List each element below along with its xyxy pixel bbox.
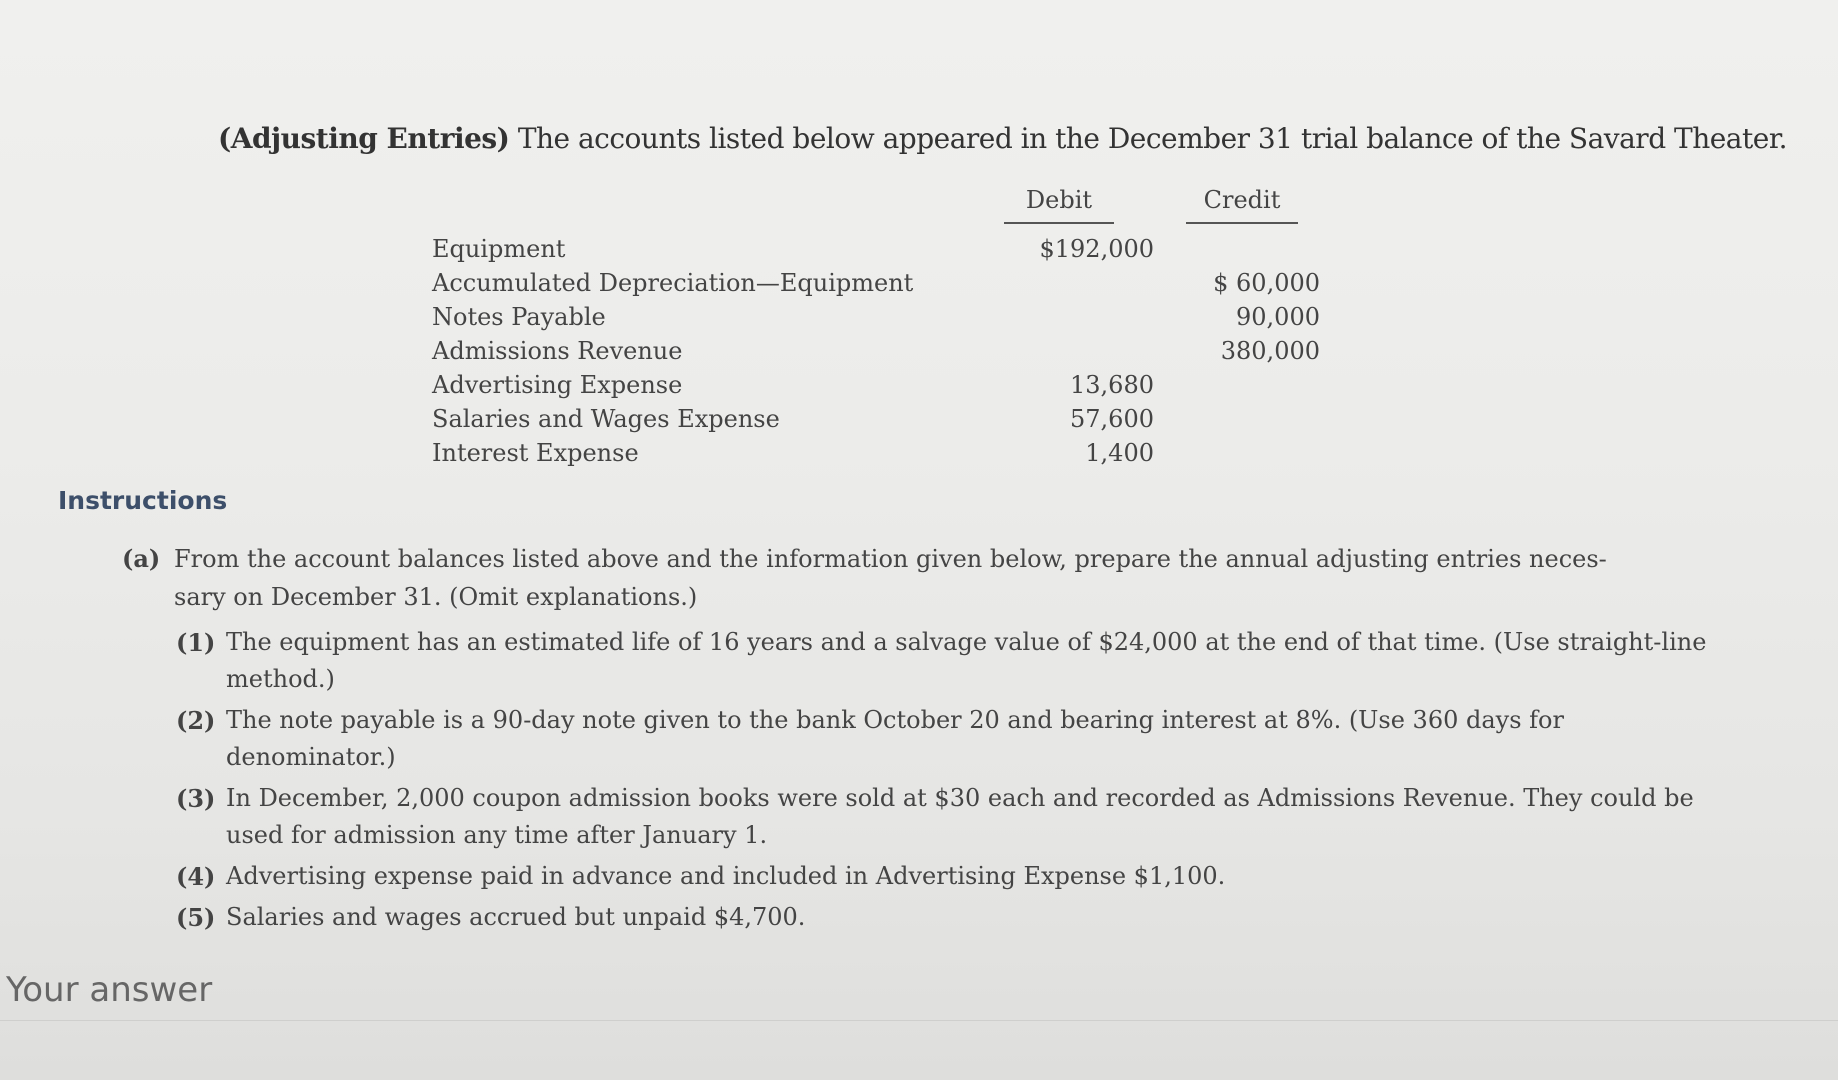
list-item — [176, 624, 1716, 698]
credit-amount — [1180, 436, 1334, 470]
instruction-part-a — [122, 540, 1702, 616]
list-item — [176, 702, 1716, 776]
item-number: (5) — [176, 903, 216, 932]
account-name: Admissions Revenue — [432, 337, 683, 365]
list-item — [176, 858, 1716, 895]
credit-amount — [1180, 368, 1334, 402]
item-text: In December, 2,000 coupon admission books were sold at $30 each and recorded as Admissions Revenue. They could be used for admission any time after January 1. — [226, 784, 1694, 849]
item-number: (1) — [176, 628, 216, 657]
item-number: (3) — [176, 784, 216, 813]
list-item — [176, 899, 1716, 936]
credit-amount — [1180, 402, 1334, 436]
item-text: Advertising expense paid in advance and included in Advertising Expense $1,100. — [226, 862, 1226, 890]
table-row — [432, 334, 1334, 368]
item-text: Salaries and wages accrued but unpaid $4,700. — [226, 903, 806, 931]
item-number: (2) — [176, 706, 216, 735]
credit-amount: 90,000 — [1236, 303, 1320, 331]
account-name: Advertising Expense — [432, 371, 683, 399]
answer-input[interactable]: Your answer — [6, 970, 213, 1010]
credit-column-header: Credit — [1186, 186, 1298, 224]
problem-text: The accounts listed below appeared in the December 31 trial balance of the Savard Theater. — [517, 122, 1788, 155]
account-name: Equipment — [432, 235, 566, 263]
table-row — [432, 436, 1334, 470]
instructions-heading: Instructions — [58, 486, 228, 515]
debit-amount — [1022, 334, 1180, 368]
account-name: Accumulated Depreciation—Equipment — [432, 269, 914, 297]
table-row — [432, 300, 1334, 334]
item-text: The note payable is a 90-day note given to the bank October 20 and bearing interest at 8%. (Use 360 days for denominator.) — [226, 706, 1564, 771]
problem-label: (Adjusting Entries) — [218, 122, 510, 155]
debit-amount — [1022, 266, 1180, 300]
debit-amount: 1,400 — [1085, 439, 1154, 467]
list-item — [176, 780, 1716, 854]
instruction-items — [176, 624, 1716, 940]
debit-amount — [1022, 300, 1180, 334]
debit-amount: $192,000 — [1039, 235, 1154, 263]
part-a-marker: (a) — [122, 544, 161, 573]
credit-amount: $ 60,000 — [1213, 269, 1320, 297]
debit-column-header: Debit — [1004, 186, 1114, 224]
answer-underline — [0, 1020, 1838, 1021]
credit-amount: 380,000 — [1220, 337, 1320, 365]
account-name: Notes Payable — [432, 303, 606, 331]
trial-balance-table — [432, 232, 1334, 470]
item-text: The equipment has an estimated life of 16 years and a salvage value of $24,000 at the end of that time. (Use straight-line method.) — [226, 628, 1707, 693]
item-number: (4) — [176, 862, 216, 891]
debit-amount: 13,680 — [1070, 371, 1154, 399]
credit-amount — [1180, 232, 1334, 266]
part-a-line2: sary on December 31. (Omit explanations.) — [174, 583, 698, 611]
table-row — [432, 232, 1334, 266]
table-row — [432, 266, 1334, 300]
debit-amount: 57,600 — [1070, 405, 1154, 433]
part-a-line1: From the account balances listed above and the information given below, prepare the annual adjusting entries neces- — [174, 545, 1607, 573]
table-row — [432, 402, 1334, 436]
account-name: Salaries and Wages Expense — [432, 405, 780, 433]
account-name: Interest Expense — [432, 439, 639, 467]
problem-heading — [218, 122, 1787, 155]
table-row — [432, 368, 1334, 402]
